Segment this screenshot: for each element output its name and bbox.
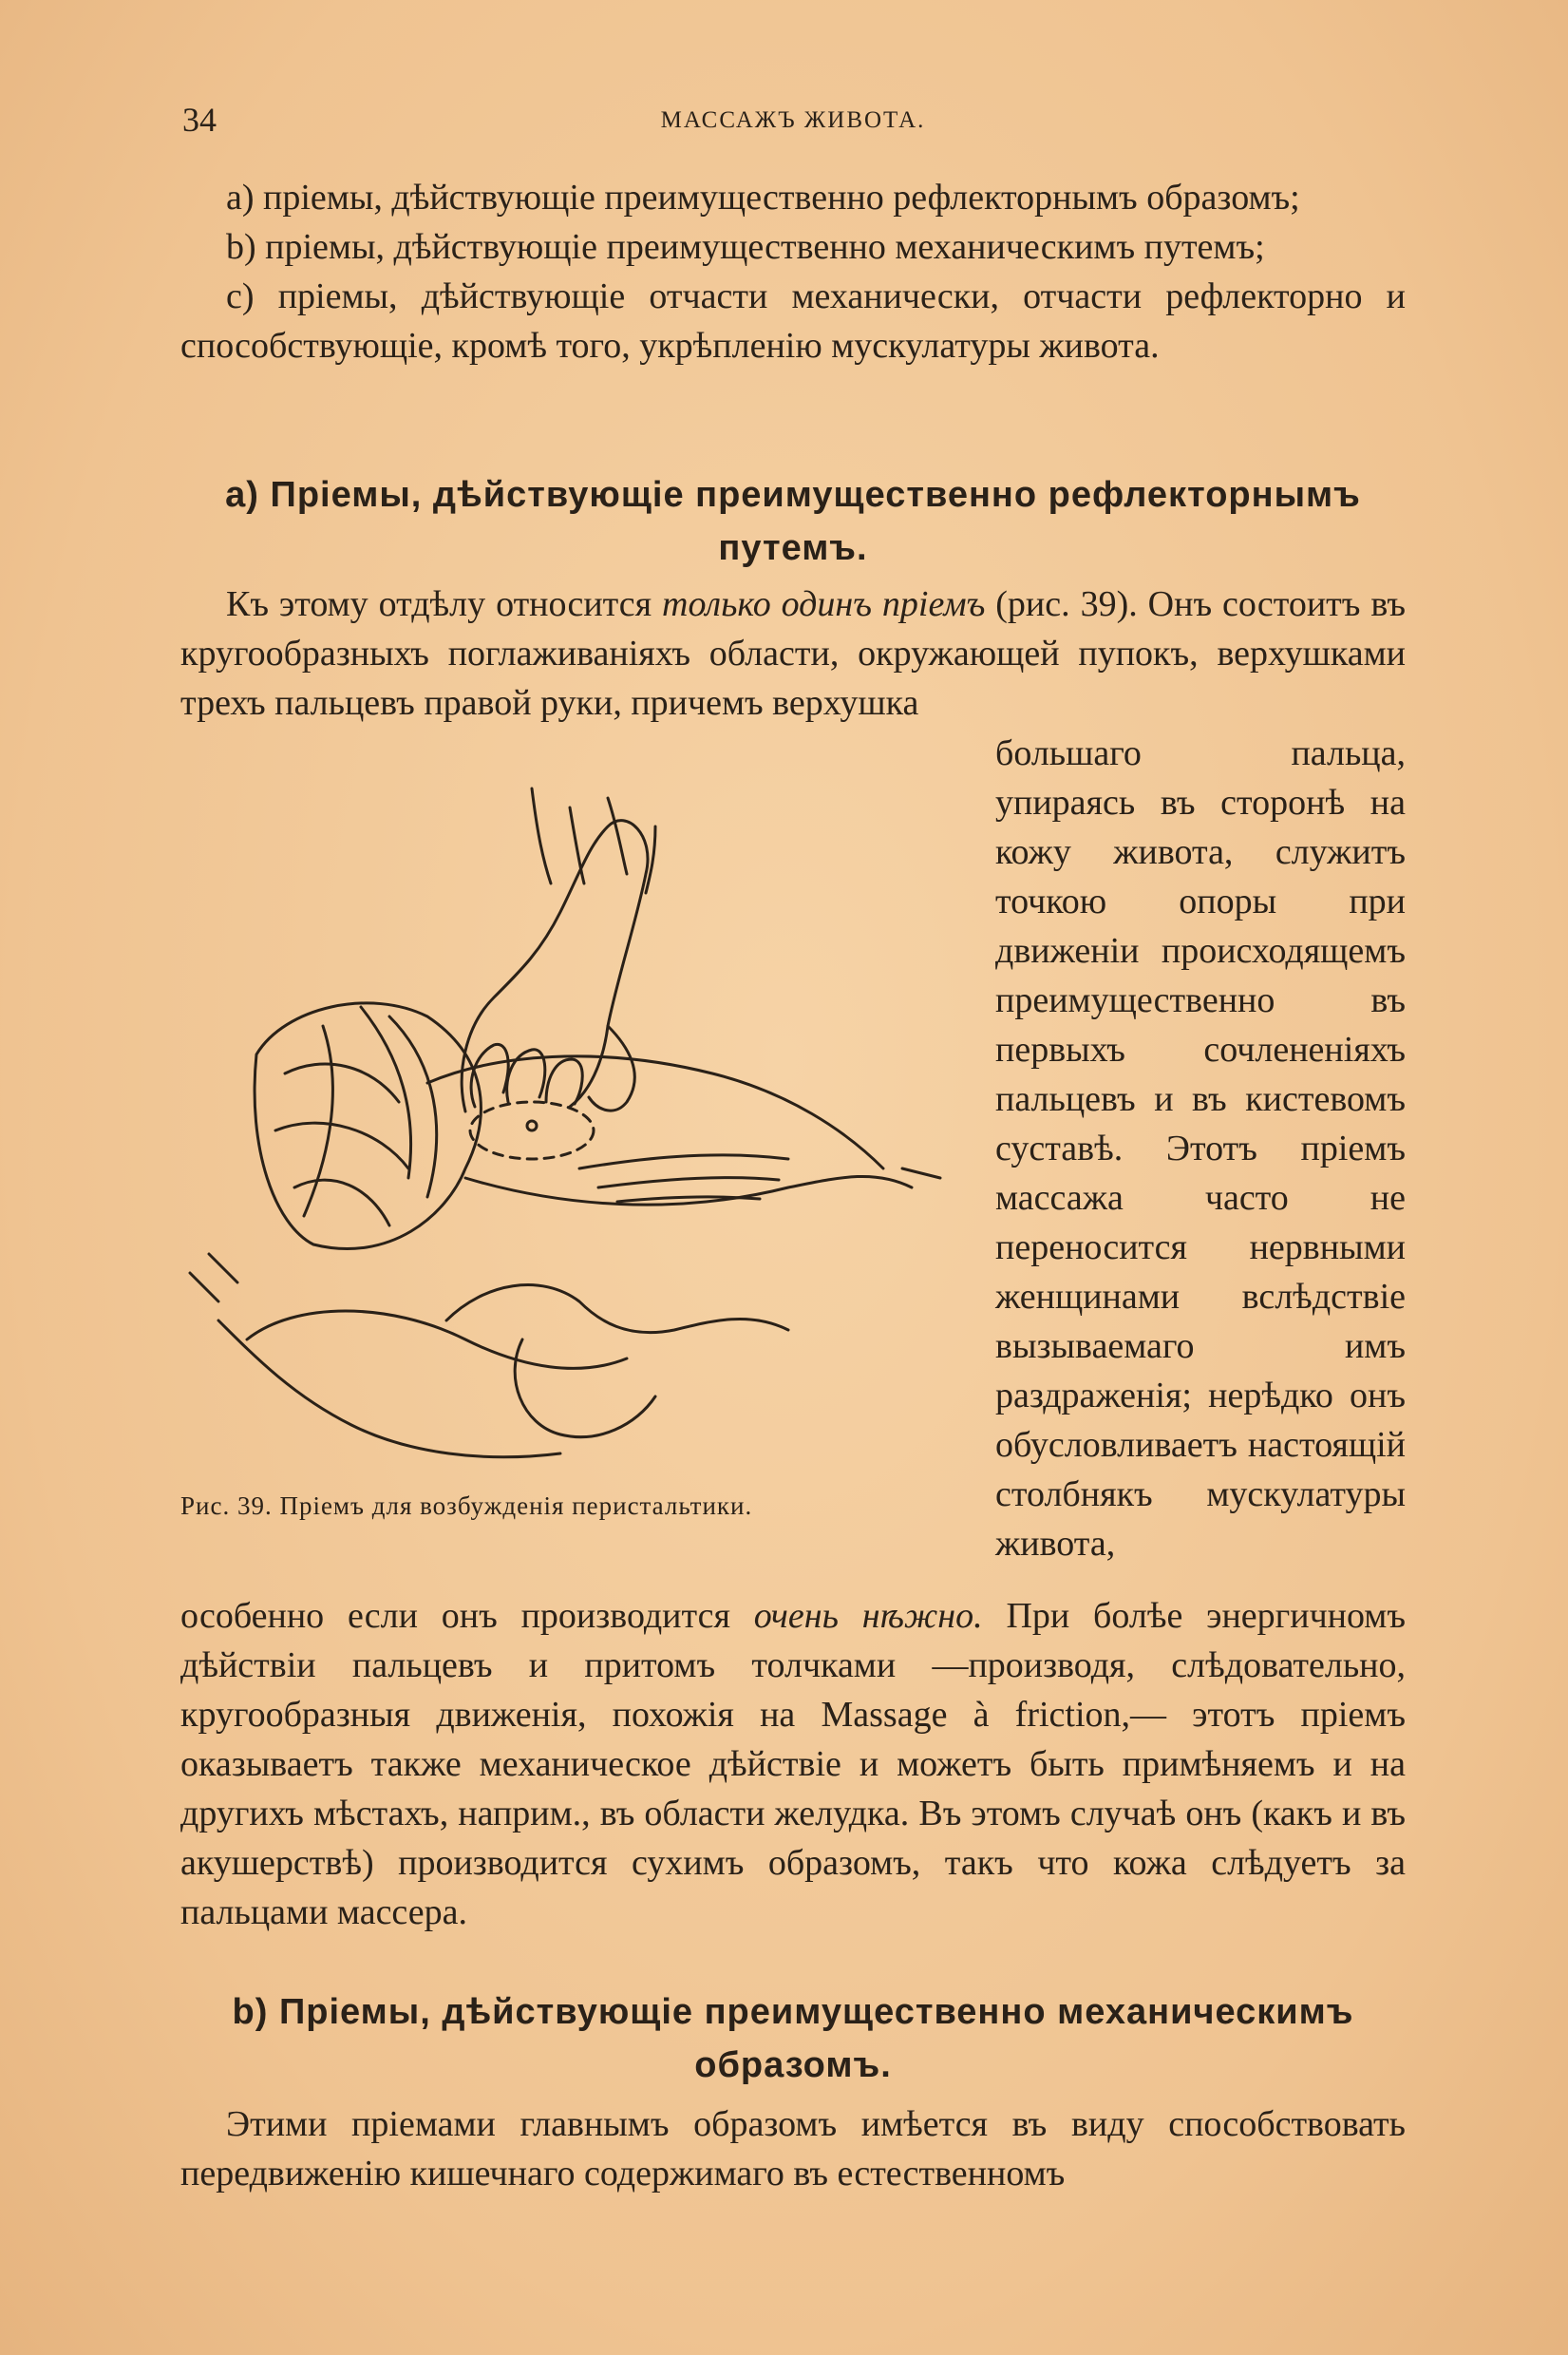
thumb	[589, 1026, 634, 1111]
figure-39	[180, 769, 950, 1521]
page-number: 34	[182, 101, 217, 139]
para2-rest: При болѣе энергичномъ дѣйствіи пальцевъ и притомъ толчками —производя, слѣдовательно, кругообразныя движенія, похожія на Massage à friction,— этотъ пріемъ оказываетъ также механическое дѣйствіе и можетъ быть примѣняемъ и на другихъ мѣстахъ, наприм., въ области желудка. Въ этомъ случаѣ онъ (какъ и въ акушерствѣ) производится сухимъ образомъ, такъ что кожа слѣдуетъ за пальцами массера.	[180, 1596, 1406, 1932]
section-a-paragraph-1	[180, 579, 1406, 728]
lower-lines	[218, 1320, 560, 1457]
section-a-intro	[180, 579, 1406, 728]
side-paragraph: большаго пальца, упираясь въ сторонѣ на кожу живота, служитъ точкою опоры при движеніи происходящемъ преимущественно въ первыхъ сочлененіяхъ пальцевъ и въ кистевомъ суставѣ. Этотъ пріемъ массажа часто не переносится нервными женщинами вслѣдствіе вызываемаго имъ раздраженія; нерѣдко онъ обусловливаетъ настоящій столбнякъ мускулатуры живота,	[995, 733, 1406, 1564]
page-header	[180, 100, 1406, 145]
category-list	[180, 173, 1406, 370]
para2-emphasis: очень нѣжно.	[753, 1596, 983, 1636]
figure-caption: Рис. 39. Пріемъ для возбужденія перистальтики.	[180, 1491, 753, 1520]
section-a-heading: a) Пріемы, дѣйствующіе преимущественно рефлекторнымъ путемъ.	[225, 475, 1361, 568]
section-b-heading: b) Пріемы, дѣйствующіе преимущественно механическимъ образомъ.	[232, 1992, 1354, 2085]
drapery-folds	[275, 1026, 408, 1225]
leg-outline	[446, 1285, 788, 1333]
abdomen-contour	[427, 1056, 883, 1168]
upper-fingers	[532, 788, 655, 893]
massage-hand-illustration	[180, 769, 950, 1491]
side-column-text	[995, 729, 1406, 1568]
section-b-intro	[180, 2099, 1406, 2198]
para1-rest: (рис. 39). Онъ состоитъ въ кругообразныхъ поглаживаніяхъ области, окружающей пупокъ, верхушками трехъ пальцевъ правой руки, причемъ верхушка	[180, 584, 1406, 723]
list-item-a: а) пріемы, дѣйствующіе преимущественно рефлекторнымъ образомъ;	[226, 178, 1300, 218]
section-a-paragraph-2	[180, 1591, 1406, 1937]
lower-drapery	[247, 1311, 627, 1368]
abdomen-lower	[465, 1176, 912, 1205]
list-item-b: b) пріемы, дѣйствующіе преимущественно механическимъ путемъ;	[226, 227, 1265, 267]
para1-emphasis: только одинъ пріемъ	[662, 584, 986, 624]
navel	[527, 1121, 537, 1130]
para1-start: Къ этому отдѣлу относится	[226, 584, 652, 624]
section-a-continuation	[180, 1591, 1406, 1937]
section-b-paragraph: Этими пріемами главнымъ образомъ имѣется въ виду способствовать передвиженію кишечнаго содержимаго въ естественномъ	[180, 2104, 1406, 2194]
list-item-c: c) пріемы, дѣйствующіе отчасти механически, отчасти рефлекторно и способствующіе, кромѣ того, укрѣпленію мускулатуры живота.	[180, 276, 1406, 366]
para2-start: особенно если онъ производится	[180, 1596, 730, 1636]
edge-lines	[190, 1168, 940, 1301]
running-head: МАССАЖЪ ЖИВОТА.	[660, 107, 926, 133]
finger-3	[546, 1059, 582, 1104]
foot-scribble	[515, 1339, 655, 1437]
